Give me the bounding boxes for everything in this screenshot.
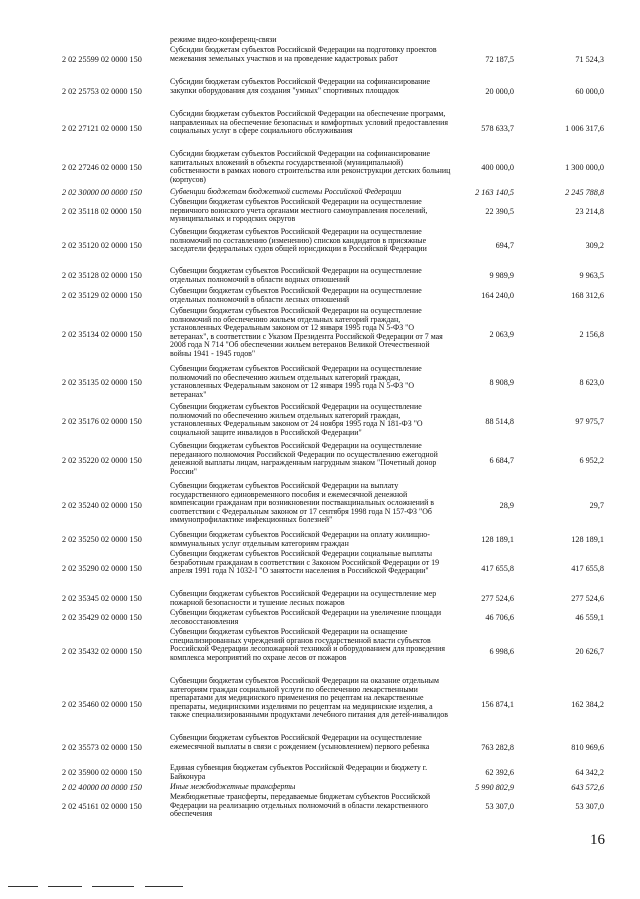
amount-year1-cell: 2 063,9 — [489, 330, 514, 339]
table-row — [0, 188, 640, 197]
amount-year2-cell: 64 342,2 — [575, 768, 604, 777]
table-row — [0, 793, 640, 821]
description-cell: Субвенции бюджетам субъектов Российской Федерации на оплату жилищно-коммунальных услуг отдельным категориям граждан — [170, 530, 430, 548]
amount-year1-cell: 694,7 — [495, 241, 514, 250]
description-cell: Субвенции бюджетам субъектов Российской Федерации на оснащение специализированных учреждений органов государственной власти субъектов Российской Федерации лесопожарной техникой и оборудованием для проведения комплекса мероприятий по охране лесов от пожаров — [170, 627, 445, 662]
budget-code-cell: 2 02 25753 02 0000 150 — [62, 87, 142, 96]
budget-code-cell: 2 02 35128 02 0000 150 — [62, 271, 142, 280]
table-row — [0, 677, 640, 733]
description-cell: Субсидии бюджетам субъектов Российской Федерации на обеспечение программ, направленных на обеспечение безопасных и комфортных условий предоставления социальных услуг в сфере социального обслуживания — [170, 109, 448, 136]
amount-year2-cell: 46 559,1 — [575, 613, 604, 622]
description-cell: Субвенции бюджетам субъектов Российской Федерации на осуществление ежемесячной выплаты в связи с рождением (усыновлением) первого ребенка — [170, 733, 430, 751]
amount-year1-cell: 763 282,8 — [481, 743, 514, 752]
amount-year1-cell: 20 000,0 — [485, 87, 514, 96]
amount-year1-cell: 156 874,1 — [481, 700, 514, 709]
amount-year2-cell: 8 623,0 — [579, 378, 604, 387]
budget-code-cell: 2 02 27121 02 0000 150 — [62, 124, 142, 133]
table-row — [0, 198, 640, 226]
table-row — [0, 442, 640, 480]
budget-code-cell: 2 02 35573 02 0000 150 — [62, 743, 142, 752]
amount-year1-cell: 2 163 140,5 — [475, 188, 514, 197]
amount-year2-cell: 2 156,8 — [579, 330, 604, 339]
amount-year1-cell: 9 989,9 — [489, 271, 514, 280]
table-row — [0, 78, 640, 106]
description-cell: Субсидии бюджетам субъектов Российской Федерации на подготовку проектов межевания земельных участков и на проведение кадастровых работ — [170, 45, 437, 63]
table-row — [0, 267, 640, 285]
table-row — [0, 531, 640, 549]
description-cell: Иные межбюджетные трансферты — [170, 782, 296, 791]
table-row — [0, 590, 640, 608]
description-cell: Единая субвенция бюджетам субъектов Российской Федерации и бюджету г. Байконура — [170, 763, 428, 781]
table-row — [0, 783, 640, 792]
description-cell: Субвенции бюджетам субъектов Российской Федерации на осуществление первичного воинского учета органами местного самоуправления поселений, муниципальных и городских округов — [170, 197, 428, 224]
description-cell: Субвенции бюджетам субъектов Российской Федерации на осуществление отдельных полномочий в области водных отношений — [170, 266, 422, 284]
amount-year2-cell: 29,7 — [589, 501, 604, 510]
amount-year1-cell: 164 240,0 — [481, 291, 514, 300]
amount-year2-cell: 277 524,6 — [571, 594, 604, 603]
amount-year2-cell: 71 524,3 — [575, 55, 604, 64]
budget-code-cell: 2 02 35176 02 0000 150 — [62, 417, 142, 426]
budget-code-cell: 2 02 35220 02 0000 150 — [62, 456, 142, 465]
amount-year1-cell: 277 524,6 — [481, 594, 514, 603]
description-cell: Субвенции бюджетам субъектов Российской Федерации на осуществление переданного полномочия Российской Федерации по осуществлению ежегодной денежной выплаты лицам, награжденным нагрудным знаком "Почетный донор России" — [170, 441, 438, 476]
amount-year2-cell: 20 626,7 — [575, 647, 604, 656]
budget-code-cell: 2 02 35120 02 0000 150 — [62, 241, 142, 250]
description-cell: Субвенции бюджетам субъектов Российской Федерации на осуществление отдельных полномочий в области лесных отношений — [170, 286, 422, 304]
scan-artifact-line — [48, 886, 82, 887]
description-cell: Субсидии бюджетам субъектов Российской Федерации на софинансирование капитальных вложений в объекты государственной (муниципальной) собственности в рамках нового строительства или реконструкции детских больниц (корпусов) — [170, 149, 451, 184]
table-row — [0, 482, 640, 529]
description-cell: режиме видео-конференц-связи — [170, 35, 277, 44]
amount-year1-cell: 8 908,9 — [489, 378, 514, 387]
table-row — [0, 228, 640, 264]
budget-code-cell: 2 02 35134 02 0000 150 — [62, 330, 142, 339]
budget-code-cell: 2 02 35129 02 0000 150 — [62, 291, 142, 300]
amount-year2-cell: 60 000,0 — [575, 87, 604, 96]
table-row — [0, 365, 640, 401]
table-row — [0, 609, 640, 627]
amount-year2-cell: 810 969,6 — [571, 743, 604, 752]
amount-year2-cell: 643 572,6 — [571, 783, 604, 792]
budget-code-cell: 2 02 35460 02 0000 150 — [62, 700, 142, 709]
description-cell: Субвенции бюджетам субъектов Российской Федерации на осуществление мер пожарной безопасности и тушение лесных пожаров — [170, 589, 437, 607]
description-cell: Субвенции бюджетам субъектов Российской Федерации на осуществление полномочий по обеспечению жильем отдельных категорий граждан, установленных Федеральным законом от 24 ноября 1995 года N 181-ФЗ "О социальной защите инвалидов в Российской Федерации" — [170, 402, 423, 437]
budget-code-cell: 2 02 35432 02 0000 150 — [62, 647, 142, 656]
amount-year2-cell: 309,2 — [585, 241, 604, 250]
amount-year2-cell: 53 307,0 — [575, 802, 604, 811]
table-row — [0, 628, 640, 675]
table-row — [0, 550, 640, 588]
table-row — [0, 110, 640, 148]
amount-year2-cell: 162 384,2 — [571, 700, 604, 709]
amount-year2-cell: 97 975,7 — [575, 417, 604, 426]
budget-code-cell: 2 02 40000 00 0000 150 — [62, 783, 142, 792]
amount-year2-cell: 23 214,8 — [575, 207, 604, 216]
amount-year1-cell: 578 633,7 — [481, 124, 514, 133]
page-number: 16 — [590, 832, 605, 848]
amount-year1-cell: 46 706,6 — [485, 613, 514, 622]
description-cell: Субвенции бюджетам субъектов Российской Федерации на оказание отдельным категориям граждан социальной услуги по обеспечению лекарственными препаратами для медицинского применения по рецептам на лекарственные препараты, медицинскими изделиями по рецептам на медицинские изделия, а также специализированными продуктами лечебного питания для детей-инвалидов — [170, 676, 448, 720]
table-row — [0, 307, 640, 363]
description-cell: Субвенции бюджетам бюджетной системы Российской Федерации — [170, 187, 402, 196]
budget-code-cell: 2 02 35900 02 0000 150 — [62, 768, 142, 777]
amount-year1-cell: 128 189,1 — [481, 535, 514, 544]
table-row — [0, 36, 640, 45]
amount-year2-cell: 2 245 788,8 — [565, 188, 604, 197]
budget-code-cell: 2 02 35118 02 0000 150 — [62, 207, 142, 216]
scan-artifact-line — [145, 886, 183, 887]
table-row — [0, 46, 640, 74]
amount-year1-cell: 62 392,6 — [485, 768, 514, 777]
amount-year2-cell: 128 189,1 — [571, 535, 604, 544]
amount-year1-cell: 53 307,0 — [485, 802, 514, 811]
amount-year1-cell: 5 990 802,9 — [475, 783, 514, 792]
amount-year1-cell: 72 187,5 — [485, 55, 514, 64]
amount-year1-cell: 6 684,7 — [489, 456, 514, 465]
budget-code-cell: 2 02 27246 02 0000 150 — [62, 163, 142, 172]
amount-year1-cell: 88 514,8 — [485, 417, 514, 426]
table-row — [0, 150, 640, 186]
budget-code-cell: 2 02 35240 02 0000 150 — [62, 501, 142, 510]
description-cell: Субвенции бюджетам субъектов Российской Федерации на осуществление полномочий по составлению (изменению) списков кандидатов в присяжные заседатели федеральных судов общей юрисдикции в Российской Федерации — [170, 227, 427, 254]
description-cell: Субвенции бюджетам субъектов Российской Федерации на осуществление полномочий по обеспечению жильем отдельных категорий граждан, установленных Федеральным законом от 12 января 1995 года N 5-ФЗ "О ветеранах", в соответствии с Указом Президента Российской Федерации от 7 мая 2008 года N 714 "Об обеспечении жильем ветеранов Великой Отечественной войны 1941 - 1945 годов" — [170, 306, 443, 358]
table-row — [0, 734, 640, 762]
description-cell: Субвенции бюджетам субъектов Российской Федерации на осуществление полномочий по обеспечению жильем отдельных категорий граждан, установленных Федеральным законом от 12 января 1995 года N 5-ФЗ "О ветеранах" — [170, 364, 422, 399]
budget-code-cell: 2 02 35135 02 0000 150 — [62, 378, 142, 387]
amount-year1-cell: 6 998,6 — [489, 647, 514, 656]
budget-code-cell: 2 02 35290 02 0000 150 — [62, 564, 142, 573]
description-cell: Субвенции бюджетам субъектов Российской Федерации на увеличение площади лесовосстановления — [170, 608, 442, 626]
budget-code-cell: 2 02 35345 02 0000 150 — [62, 594, 142, 603]
amount-year1-cell: 400 000,0 — [481, 163, 514, 172]
table-row — [0, 764, 640, 782]
amount-year1-cell: 28,9 — [499, 501, 514, 510]
amount-year1-cell: 417 655,8 — [481, 564, 514, 573]
description-cell: Субвенции бюджетам субъектов Российской Федерации на выплату государственного единовременного пособия и ежемесячной денежной компенсации гражданам при возникновении поствакцинальных осложнений в соответствии с Федеральным законом от 17 сентября 1998 года N 157-ФЗ "Об иммунопрофилактике инфекционных болезней" — [170, 481, 434, 525]
scan-artifact-line — [8, 886, 38, 887]
table-row — [0, 287, 640, 305]
amount-year2-cell: 1 300 000,0 — [565, 163, 604, 172]
budget-code-cell: 2 02 35429 02 0000 150 — [62, 613, 142, 622]
description-cell: Субсидии бюджетам субъектов Российской Федерации на софинансирование закупки оборудования для создания "умных" спортивных площадок — [170, 77, 431, 95]
budget-code-cell: 2 02 25599 02 0000 150 — [62, 55, 142, 64]
scan-artifact-line — [92, 886, 134, 887]
description-cell: Межбюджетные трансферты, передаваемые бюджетам субъектов Российской Федерации на реализацию отдельных полномочий в области лекарственного обеспечения — [170, 792, 431, 819]
budget-code-cell: 2 02 45161 02 0000 150 — [62, 802, 142, 811]
amount-year2-cell: 9 963,5 — [579, 271, 604, 280]
budget-code-cell: 2 02 30000 00 0000 150 — [62, 188, 142, 197]
amount-year2-cell: 1 006 317,6 — [565, 124, 604, 133]
amount-year2-cell: 168 312,6 — [571, 291, 604, 300]
budget-code-cell: 2 02 35250 02 0000 150 — [62, 535, 142, 544]
amount-year2-cell: 6 952,2 — [579, 456, 604, 465]
amount-year2-cell: 417 655,8 — [571, 564, 604, 573]
table-row — [0, 403, 640, 441]
amount-year1-cell: 22 390,5 — [485, 207, 514, 216]
description-cell: Субвенции бюджетам субъектов Российской Федерации социальные выплаты безработным гражданам в соответствии с Законом Российской Федерации от 19 апреля 1991 года N 1032-I "О занятости населения в Российской Федерации" — [170, 549, 440, 576]
